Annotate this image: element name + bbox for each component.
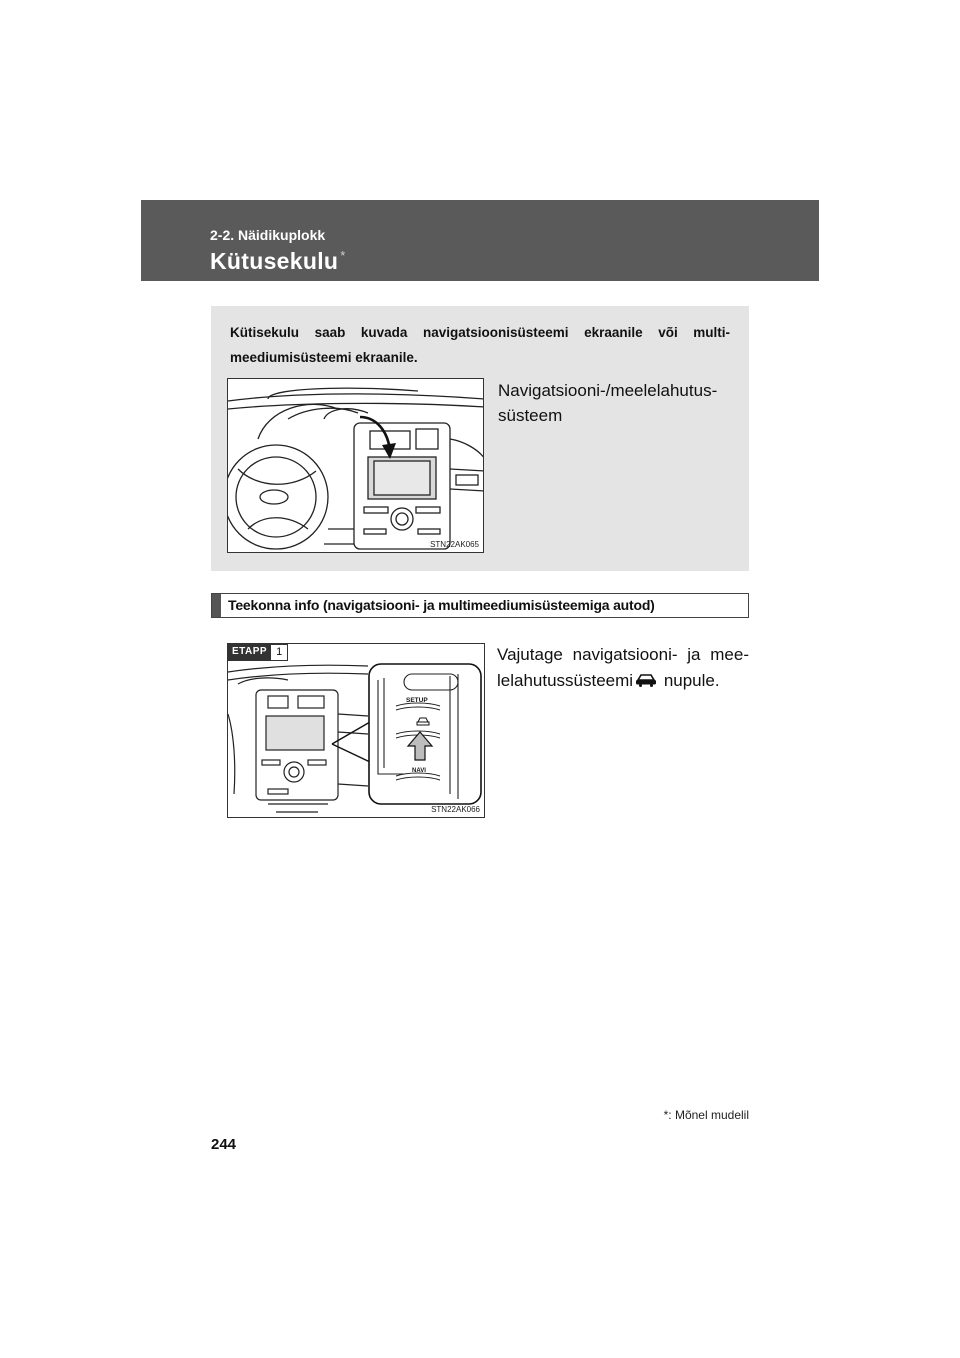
footnote <box>664 1108 749 1122</box>
car-icon <box>635 673 657 687</box>
section-label: 2-2. Näidikuplokk <box>210 227 326 243</box>
asterisk-icon: * <box>340 248 346 264</box>
navigation-panel-drawing <box>228 644 485 818</box>
section-heading-accent <box>212 594 221 617</box>
step-text-after: nupule. <box>663 671 720 690</box>
section-heading: Teekonna info (navigatsiooni- ja multimeediumisüsteemiga autod) <box>228 597 655 613</box>
navi-button-label: NAVI <box>412 768 426 774</box>
footnote-text: : Mõnel mudelil <box>668 1108 749 1122</box>
figure-code: STN22AK066 <box>431 805 480 814</box>
step-badge <box>228 644 288 661</box>
page-number: 244 <box>211 1136 237 1153</box>
header-band <box>141 200 819 281</box>
asterisk-icon: * <box>663 1108 669 1122</box>
figure-caption: Navigatsiooni-/meelelahutus-süsteem <box>498 381 718 425</box>
setup-button-label: SETUP <box>406 697 428 704</box>
step-text-before: Vajutage navigatsiooni- ja mee-lelahutussüsteemi <box>497 645 749 690</box>
intro-text: Kütisekulu saab kuvada navigatsioonisüsteemi ekraanile või multi-meediumisüsteemi ekraanile. <box>230 325 730 365</box>
navigation-button-illustration <box>227 643 485 818</box>
step-instruction <box>497 642 749 694</box>
intro-box <box>211 306 749 571</box>
step-number: 1 <box>271 644 288 661</box>
page-title <box>210 248 346 275</box>
section-heading-bar <box>211 593 749 618</box>
figure-code: STN22AK065 <box>430 540 479 549</box>
page-title-text: Kütusekulu <box>210 248 339 274</box>
dashboard-drawing <box>228 379 484 553</box>
dashboard-illustration <box>227 378 484 553</box>
step-label: ETAPP <box>228 644 271 661</box>
